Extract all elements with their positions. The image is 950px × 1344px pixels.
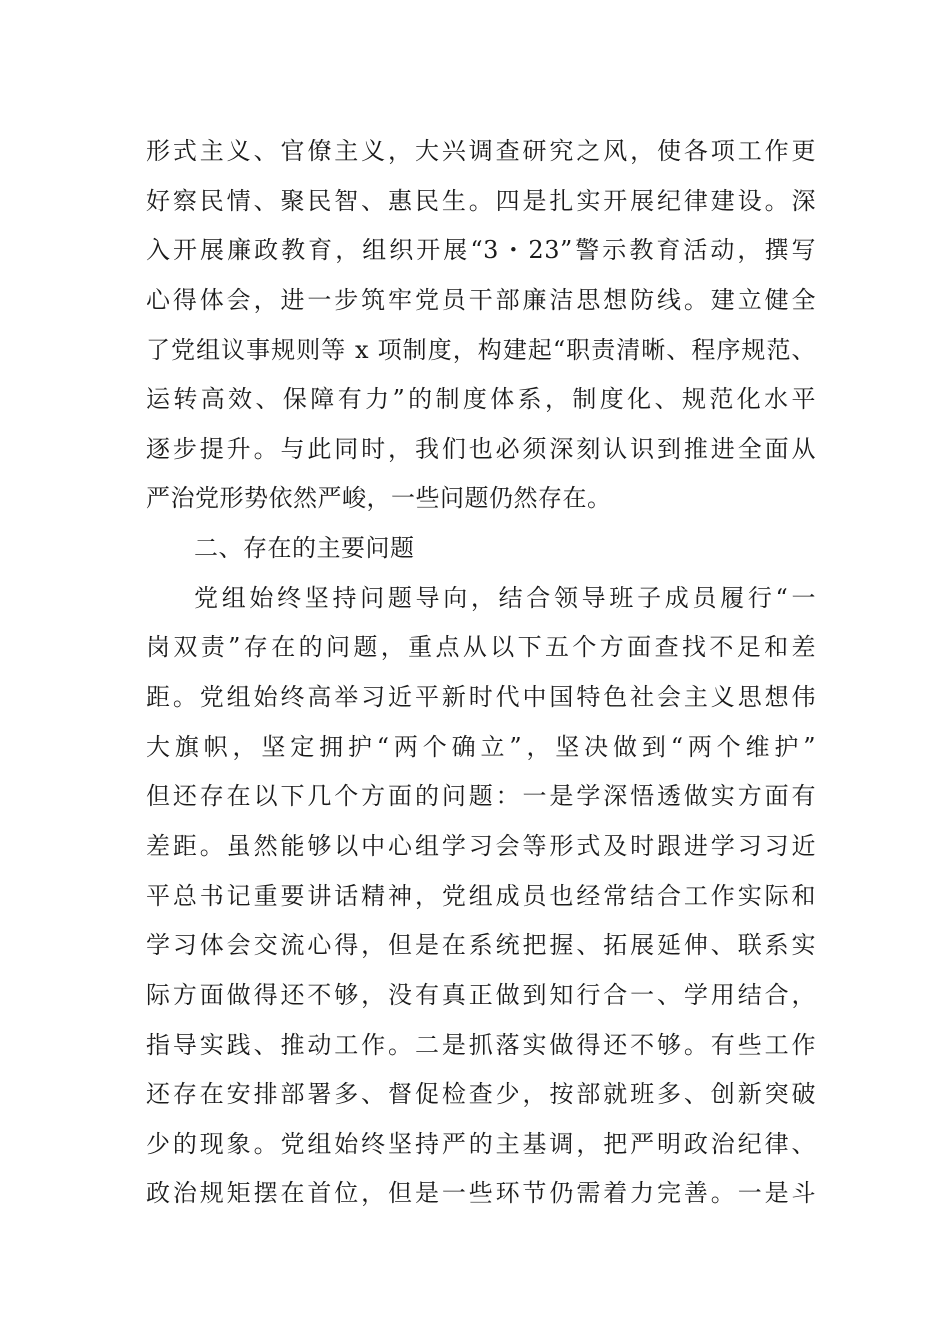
- text-line: 大旗帜，坚定拥护“两个确立”，坚决做到“两个维护”: [146, 732, 816, 761]
- text-line: 但还存在以下几个方面的问题：一是学深悟透做实方面有: [146, 782, 816, 811]
- section-heading: 二、存在的主要问题: [194, 534, 415, 563]
- text-line: 岗双责”存在的问题，重点从以下五个方面查找不足和差: [146, 633, 816, 662]
- text-line: 逐步提升。与此同时，我们也必须深刻认识到推进全面从: [146, 434, 816, 463]
- text-line: 距。党组始终高举习近平新时代中国特色社会主义思想伟: [146, 683, 816, 712]
- text-line: 心得体会，进一步筑牢党员干部廉洁思想防线。建立健全: [146, 285, 816, 314]
- text-line: 学习体会交流心得，但是在系统把握、拓展延伸、联系实: [146, 931, 816, 960]
- text-line: 形式主义、官僚主义，大兴调查研究之风，使各项工作更: [146, 137, 816, 165]
- text-line: 际方面做得还不够，没有真正做到知行合一、学用结合，: [146, 980, 816, 1009]
- text-line: 严治党形势依然严峻，一些问题仍然存在。: [146, 484, 612, 513]
- text-line: 政治规矩摆在首位，但是一些环节仍需着力完善。一是斗: [146, 1179, 816, 1208]
- text-line: 差距。虽然能够以中心组学习会等形式及时跟进学习习近: [146, 831, 816, 860]
- text-line: 还存在安排部署多、督促检查少，按部就班多、创新突破: [146, 1080, 816, 1109]
- text-line: 入开展廉政教育，组织开展“3・23”警示教育活动，撰写: [146, 236, 816, 265]
- text-line: 了党组议事规则等 x 项制度，构建起“职责清晰、程序规范、: [146, 335, 816, 364]
- text-line: 好察民情、聚民智、惠民生。四是扎实开展纪律建设。深: [146, 186, 816, 215]
- text-line: 党组始终坚持问题导向，结合领导班子成员履行“一: [194, 583, 816, 612]
- text-line: 指导实践、推动工作。二是抓落实做得还不够。有些工作: [146, 1030, 816, 1059]
- text-line: 平总书记重要讲话精神，党组成员也经常结合工作实际和: [146, 881, 816, 910]
- document-body: [146, 127, 816, 1219]
- text-line: 运转高效、保障有力”的制度体系，制度化、规范化水平: [146, 385, 816, 414]
- text-line: 少的现象。党组始终坚持严的主基调，把严明政治纪律、: [146, 1129, 816, 1158]
